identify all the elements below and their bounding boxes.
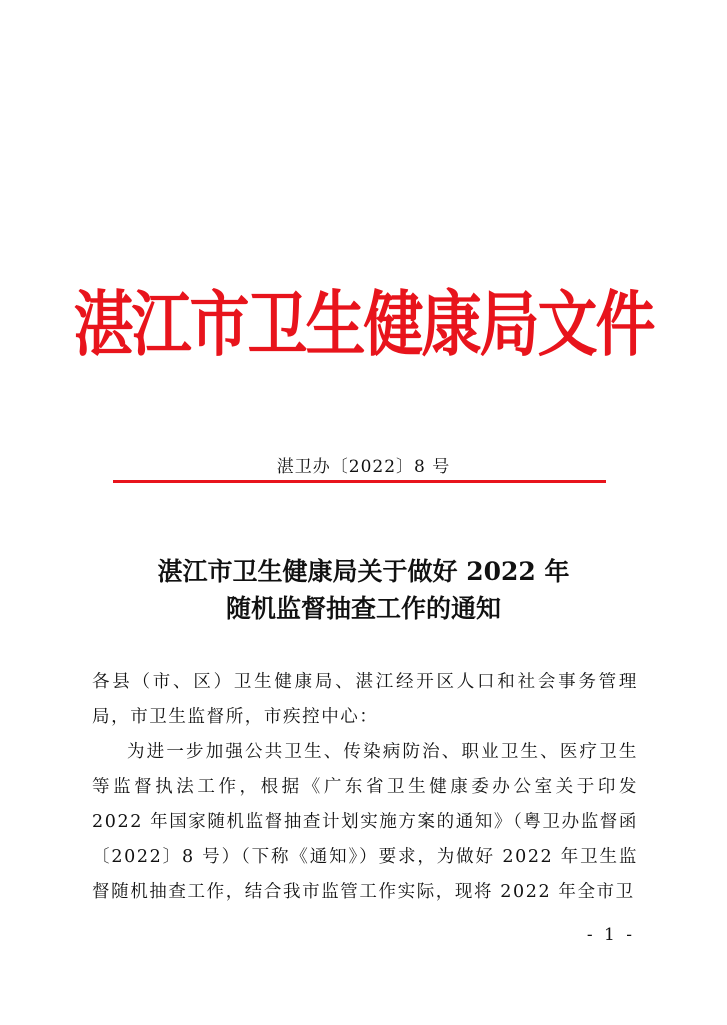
page-number: - 1 - (586, 925, 635, 945)
body-text (92, 665, 638, 910)
masthead-title: 湛江市卫生健康局文件 (73, 283, 654, 367)
salutation: 各县（市、区）卫生健康局、湛江经开区人口和社会事务管理局，市卫生监督所，市疾控中心： (92, 672, 638, 727)
notice-title-line-2: 随机监督抽查工作的通知 (225, 594, 501, 623)
notice-title (0, 553, 727, 627)
notice-title-line-1: 湛江市卫生健康局关于做好 2022 年 (157, 557, 570, 586)
document-number: 湛卫办〔2022〕8 号 (276, 457, 451, 477)
red-divider-line (113, 480, 606, 483)
body-paragraph-1: 为进一步加强公共卫生、传染病防治、职业卫生、医疗卫生等监督执法工作，根据《广东省卫生健康委办公室关于印发 2022 年国家随机监督抽查计划实施方案的通知》（粤卫办监督函〔2022〕8 号）（下称《通知》）要求，为做好 2022 年卫生监督随机抽查工作，结合我市监管工作实际，现将 2022 年全市卫 (92, 742, 638, 902)
